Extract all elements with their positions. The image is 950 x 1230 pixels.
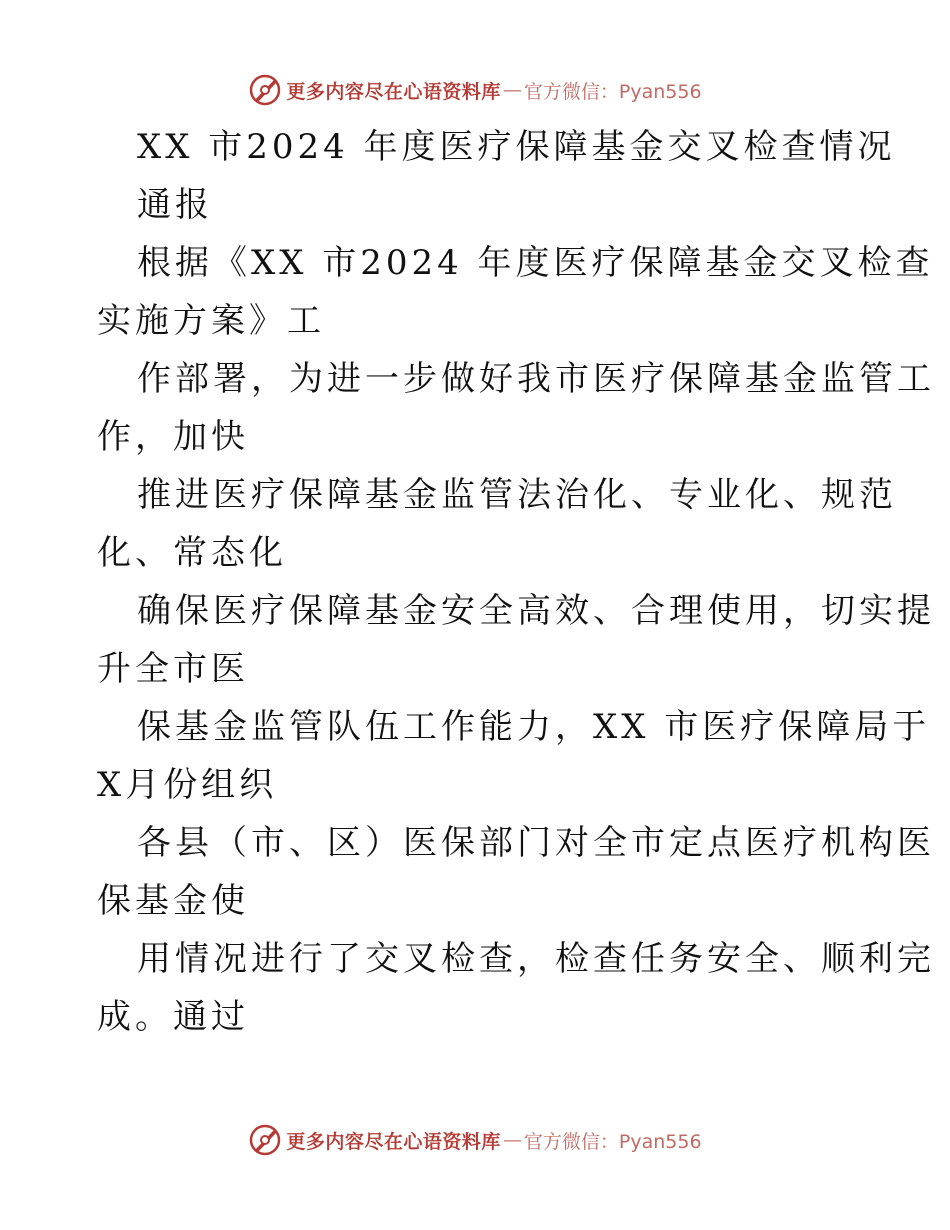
paragraph-line: 化、常态化	[97, 533, 287, 573]
paragraph-line: 保基金使	[97, 881, 249, 921]
document-title-line: 通报	[137, 185, 213, 225]
watermark-contact: 官方微信：Pyan556	[523, 1130, 702, 1153]
paragraph-line: 各县（市、区）医保部门对全市定点医疗机构医	[137, 823, 935, 863]
watermark-brand: 更多内容尽在心语资料库	[286, 1130, 501, 1153]
paragraph-line: 作部署，为进一步做好我市医疗保障基金监管工	[137, 359, 935, 399]
document-body	[97, 118, 935, 1046]
document-title-line: XX 市2024 年度医疗保障基金交叉检查情况	[137, 127, 896, 167]
paragraph-line: 升全市医	[97, 649, 249, 689]
watermark-separator: —	[502, 79, 522, 101]
paragraph-line: 实施方案》工	[97, 301, 325, 341]
paragraph-line: 保基金监管队伍工作能力，XX 市医疗保障局于	[137, 707, 931, 747]
watermark-brand: 更多内容尽在心语资料库	[286, 80, 501, 103]
paragraph-line: 确保医疗保障基金安全高效、合理使用，切实提	[137, 591, 935, 631]
paragraph-line: 推进医疗保障基金监管法治化、专业化、规范	[137, 475, 897, 515]
watermark-separator: —	[502, 1129, 522, 1151]
quill-logo-icon	[248, 73, 282, 107]
paragraph-line: 作，加快	[97, 417, 249, 457]
header-watermark	[0, 70, 950, 110]
quill-logo-icon	[248, 1123, 282, 1157]
paragraph-line: X月份组织	[97, 765, 278, 805]
watermark-contact: 官方微信：Pyan556	[523, 80, 702, 103]
paragraph-line: 根据《XX 市2024 年度医疗保障基金交叉检查	[137, 243, 934, 283]
paragraph-line: 成。通过	[97, 997, 249, 1037]
paragraph-line: 用情况进行了交叉检查，检查任务安全、顺利完	[137, 939, 935, 979]
footer-watermark	[0, 1120, 950, 1160]
